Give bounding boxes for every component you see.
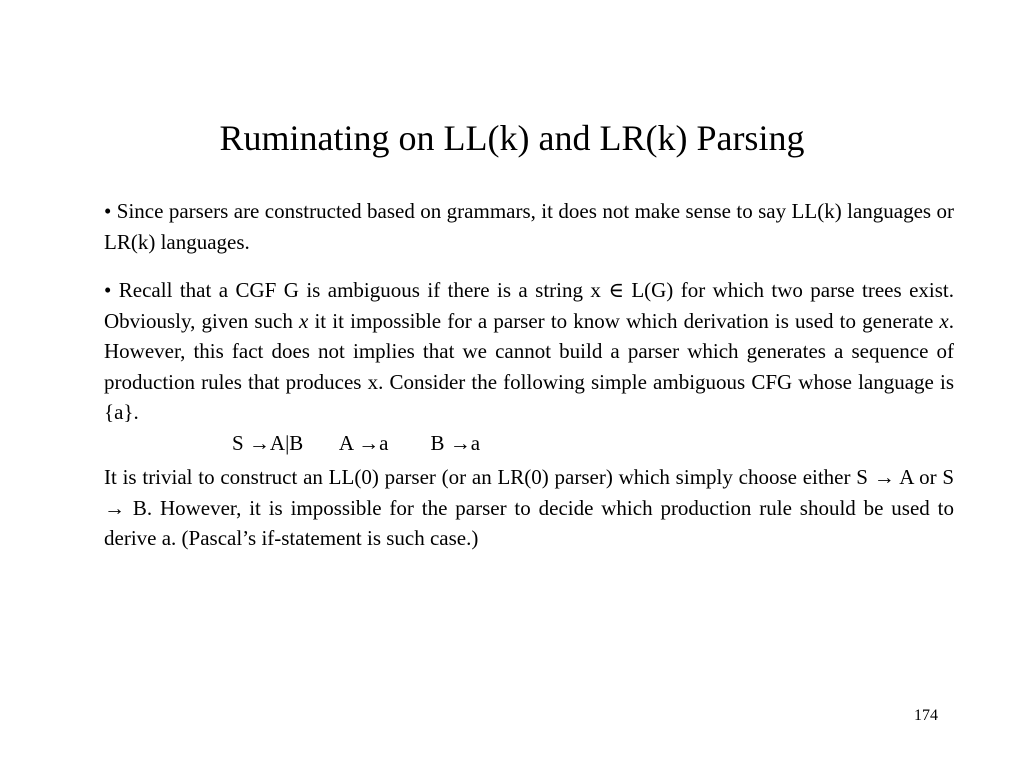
grammar-rule-b: B →a	[430, 430, 481, 455]
page-number: 174	[914, 707, 938, 724]
grammar-rule-s: S →A|B	[232, 430, 304, 455]
grammar-rules	[104, 428, 954, 459]
variable-x: x	[939, 308, 949, 333]
variable-x: x	[299, 308, 309, 333]
bullet-2-text-part-3: . However, this fact does not implies that we cannot build a parser which generates a sequence of production rules that produces x. Consider the following simple ambiguous CFG whose language is {a}.	[104, 308, 954, 424]
bullet-2-text-part-2: it it impossible for a parser to know which derivation is used to generate	[308, 308, 940, 333]
slide-title: Ruminating on LL(k) and LR(k) Parsing	[219, 118, 805, 158]
grammar-rule-a: A →a	[338, 430, 389, 455]
bullet-2-text-part-1: • Recall that a CGF G is ambiguous if there is a string x ∈ L(G) for which two parse trees exist. Obviously, given such	[104, 278, 954, 333]
bullet-ambiguous-cfg	[104, 275, 954, 428]
slide-body	[104, 196, 954, 554]
bullet-parsers-grammars: • Since parsers are constructed based on grammars, it does not make sense to say LL(k) languages or LR(k) languages.	[104, 199, 954, 254]
paragraph-ll0-parser: It is trivial to construct an LL(0) parser (or an LR(0) parser) which simply choose either S → A or S → B. However, it is impossible for the parser to decide which production rule should be used to derive a. (Pascal’s if-statement is such case.)	[104, 465, 954, 550]
